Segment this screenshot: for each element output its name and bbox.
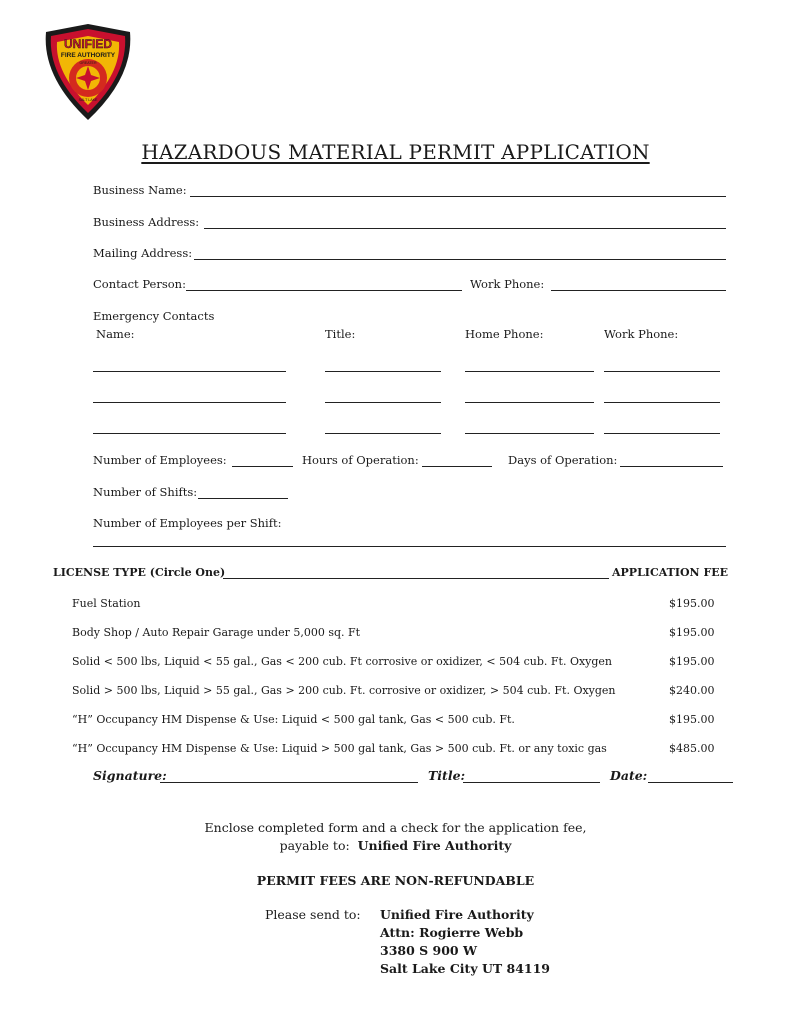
license-option-body-shop[interactable]: Body Shop / Auto Repair Garage under 5,000 sq. Ft [72, 626, 361, 639]
signature-date-field[interactable] [648, 782, 733, 783]
license-header-rule [223, 578, 609, 579]
contact-person-field[interactable] [186, 290, 462, 291]
num-employees-field[interactable] [232, 466, 293, 467]
license-option-small-quantity[interactable]: Solid < 500 lbs, Liquid < 55 gal., Gas < 200 cub. Ft corrosive or oxidizer, < 504 cub. Ft. Oxygen [72, 655, 613, 668]
emergency-home-phone-field[interactable] [465, 433, 594, 434]
logo-text-lower: GREATER [79, 61, 97, 65]
application-fee-header: APPLICATION FEE [612, 566, 729, 579]
hours-of-operation-field[interactable] [422, 466, 492, 467]
signature-field[interactable] [160, 782, 418, 783]
days-of-operation-label: Days of Operation: [508, 453, 618, 467]
hours-of-operation-label: Hours of Operation: [302, 453, 419, 467]
page-title: HAZARDOUS MATERIAL PERMIT APPLICATION [141, 140, 650, 164]
logo-text-bottom: SALT LAKE [78, 98, 98, 102]
send-to-label: Please send to: [265, 907, 361, 922]
work-phone-field[interactable] [551, 290, 726, 291]
emergency-work-phone-field[interactable] [604, 371, 720, 372]
emergency-title-field[interactable] [325, 402, 441, 403]
license-option-large-quantity[interactable]: Solid > 500 lbs, Liquid > 55 gal., Gas > 200 cub. Ft. corrosive or oxidizer, > 504 cub. Ft. Oxygen [72, 684, 616, 697]
emergency-col-work-phone: Work Phone: [604, 327, 679, 341]
logo-badge-icon [38, 22, 138, 122]
num-employees-label: Number of Employees: [93, 453, 227, 467]
days-of-operation-field[interactable] [620, 466, 723, 467]
business-address-field[interactable] [204, 228, 726, 229]
emergency-col-name: Name: [96, 327, 135, 341]
signature-title-field[interactable] [463, 782, 600, 783]
emergency-col-title: Title: [325, 327, 356, 341]
unified-fire-authority-logo [38, 22, 138, 122]
num-shifts-label: Number of Shifts: [93, 485, 198, 499]
emergency-work-phone-field[interactable] [604, 402, 720, 403]
license-fee: $195.00 [669, 597, 715, 610]
license-fee: $195.00 [669, 655, 715, 668]
emergency-home-phone-field[interactable] [465, 402, 594, 403]
business-name-field[interactable] [190, 196, 726, 197]
work-phone-label: Work Phone: [470, 277, 545, 291]
signature-label: Signature: [93, 768, 167, 783]
signature-title-label: Title: [428, 768, 466, 783]
license-fee: $195.00 [669, 713, 715, 726]
logo-text-top: UNIFIED [64, 37, 112, 51]
emergency-name-field[interactable] [93, 402, 286, 403]
emergency-home-phone-field[interactable] [465, 371, 594, 372]
business-name-label: Business Name: [93, 183, 187, 197]
contact-person-label: Contact Person: [93, 277, 186, 291]
license-fee: $195.00 [669, 626, 715, 639]
emergency-title-field[interactable] [325, 433, 441, 434]
enclose-instructions-line2 [0, 838, 791, 853]
mailing-address-field[interactable] [194, 259, 726, 260]
address-line-3: 3380 S 900 W [380, 943, 478, 958]
enclose-instructions-line1: Enclose completed form and a check for the application fee, [204, 820, 587, 835]
address-line-1: Unified Fire Authority [380, 907, 534, 922]
signature-date-label: Date: [610, 768, 648, 783]
address-line-4: Salt Lake City UT 84119 [380, 961, 550, 976]
emergency-work-phone-field[interactable] [604, 433, 720, 434]
emergency-name-field[interactable] [93, 433, 286, 434]
emergency-col-home-phone: Home Phone: [465, 327, 544, 341]
employees-per-shift-label: Number of Employees per Shift: [93, 516, 282, 530]
payee-name: Unified Fire Authority [357, 838, 512, 853]
license-fee: $485.00 [669, 742, 715, 755]
mailing-address-label: Mailing Address: [93, 246, 193, 260]
license-option-h-occupancy-large[interactable]: “H” Occupancy HM Dispense & Use: Liquid > 500 gal tank, Gas > 500 cub. Ft. or any toxic gas [72, 742, 607, 755]
logo-text-middle: FIRE AUTHORITY [60, 52, 116, 59]
payable-to-prefix: payable to: [279, 838, 350, 853]
license-fee: $240.00 [669, 684, 715, 697]
emergency-title-field[interactable] [325, 371, 441, 372]
non-refundable-notice: PERMIT FEES ARE NON-REFUNDABLE [256, 873, 535, 888]
address-line-2: Attn: Rogierre Webb [380, 925, 524, 940]
license-type-header: LICENSE TYPE (Circle One) [53, 566, 226, 579]
license-option-h-occupancy-small[interactable]: “H” Occupancy HM Dispense & Use: Liquid < 500 gal tank, Gas < 500 cub. Ft. [72, 713, 515, 726]
emergency-name-field[interactable] [93, 371, 286, 372]
emergency-contacts-heading: Emergency Contacts [93, 309, 215, 323]
license-option-fuel-station[interactable]: Fuel Station [72, 597, 141, 610]
employees-per-shift-field[interactable] [93, 546, 726, 547]
num-shifts-field[interactable] [198, 498, 288, 499]
business-address-label: Business Address: [93, 215, 200, 229]
